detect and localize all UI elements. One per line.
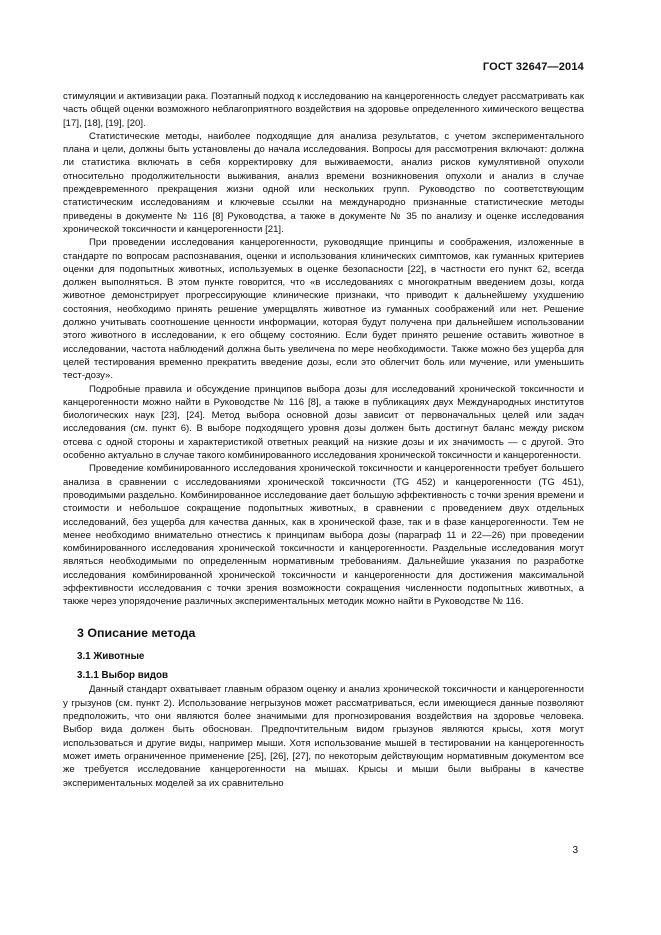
paragraph: Данный стандарт охватывает главным образом оценку и анализ хронической токсичности и канцерогенности у грызунов (см. пункт 2). Использование негрызунов может рассматриваться, если имеющиеся данные позволяют предположить, что они являются более значимыми для прогнозирования воздействия на здоровье человека. Выбор вида должен быть обоснован. Предпочтительным видом грызунов являются крысы, хотя могут использоваться и другие виды, например мыши. Хотя использование мышей в тестировании на канцерогенность может иметь ограниченное применение [25], [26], [27], по некоторым действующим нормативным документом все же требуется исследование канцерогенности на мышах. Крысы и мыши были выбраны в качестве экспериментальных моделей за их сравнительно xyxy=(63,684,584,789)
paragraph: стимуляции и активизации рака. Поэтапный подход к исследованию на канцерогенность следует рассматривать как часть общей оценки возможного неблагоприятного воздействия на здоровье определенного химического вещества [17], [18], [19], [20]. xyxy=(63,91,584,129)
paragraph: При проведении исследования канцерогенности, руководящие принципы и соображения, изложенные в стандарте по вопросам распознавания, оценки и использования клинических симптомов, как гуманных критериев оценки для подопытных животных, используемых в оценке безопасности [22], в частности его пункт 62, всегда должен выполняться. В этом пункте говорится, что «в исследованиях с многократным введением дозы, когда животное демонстрирует прогрессирующие клинические признаки, что приводит к дальнейшему ухудшению состояния, необходимо принять решение умерщвлять животное из гуманных соображений или нет. Решение должно учитывать соотношение ценности информации, которая будут получена при дальнейшем использовании этого животного в исследовании, к его общему состоянию. Если будет принято решение оставить животное в исследовании, частота наблюдений должна быть увеличена по мере необходимости. Также можно без ущерба для целей тестирования временно прекратить введение дозы, если это облегчит боль или мучение, или уменьшить тест-дозу». xyxy=(63,237,584,382)
document-code: ГОСТ 32647—2014 xyxy=(482,61,584,73)
document-body xyxy=(63,90,584,790)
subsection-heading: 3.1 Животные xyxy=(77,650,145,662)
paragraph: Проведение комбинированного исследования хронической токсичности и канцерогенности требует большего анализа в сравнении с исследованиями хронической токсичности (TG 452) и канцерогенности (TG 451), проводимыми раздельно. Комбинированное исследование дает большую эффективность с точки зрения времени и стоимости и небольшое сокращение подопытных животных, в сравнении с проведением двух отдельных исследований, без ущерба для качества данных, как в хронической фазе, так и в фазе канцерогенности. Тем не менее необходимо внимательно отнестись к принципам выбора дозы (параграф 11 и 22—26) при проведении комбинированного исследования хронической токсичности и канцерогенности. Раздельные исследования могут являться необходимыми по определенным нормативным требованиям. Дальнейшие указания по разработке исследования комбинированной хронической токсичности и канцерогенности для достижения максимальной эффективности исследования с точки зрения возможности сокращения численности подопытных животных, а также через упорядочение различных экспериментальных методик можно найти в Руководстве № 116. xyxy=(63,463,584,608)
page-number: 3 xyxy=(572,845,578,856)
section-heading: 3 Описание метода xyxy=(77,625,196,640)
paragraph: Статистические методы, наиболее подходящие для анализа результатов, с учетом экспериментального плана и цели, должны быть установлены до начала исследования. Вопросы для рассмотрения включают: должна ли статистика включать в себя корректировку для выживаемости, анализ рисков кумулятивной опухоли относительно продолжительности выживания, анализ времени возникновения опухоли и анализ в случае преждевременного прекращения жизни одной или нескольких групп. Руководство по соответствующим статистическим исследованиям и ключевые ссылки на международно признанные статистические методы приведены в документе № 116 [8] Руководства, а также в документе № 35 по анализу и оценке исследования хронической токсичности и канцерогенности [21]. xyxy=(63,130,584,235)
subsubsection-heading: 3.1.1 Выбор видов xyxy=(77,670,168,682)
paragraph: Подробные правила и обсуждение принципов выбора дозы для исследований хронической токсичности и канцерогенности можно найти в Руководстве № 116 [8], а также в публикациях двух Международных институтов биологических наук [23], [24]. Метод выбора основной дозы зависит от первоначальных целей или задач исследования (см. пункт 6). В выборе подходящего уровня дозы должен быть достигнут баланс между риском отсева с одной стороны и характеристикой ответных реакций на низкие дозы и их значимость — с другой. Это особенно актуально в случае такого комбинированного исследования хронической токсичности и канцерогенности. xyxy=(63,383,584,462)
